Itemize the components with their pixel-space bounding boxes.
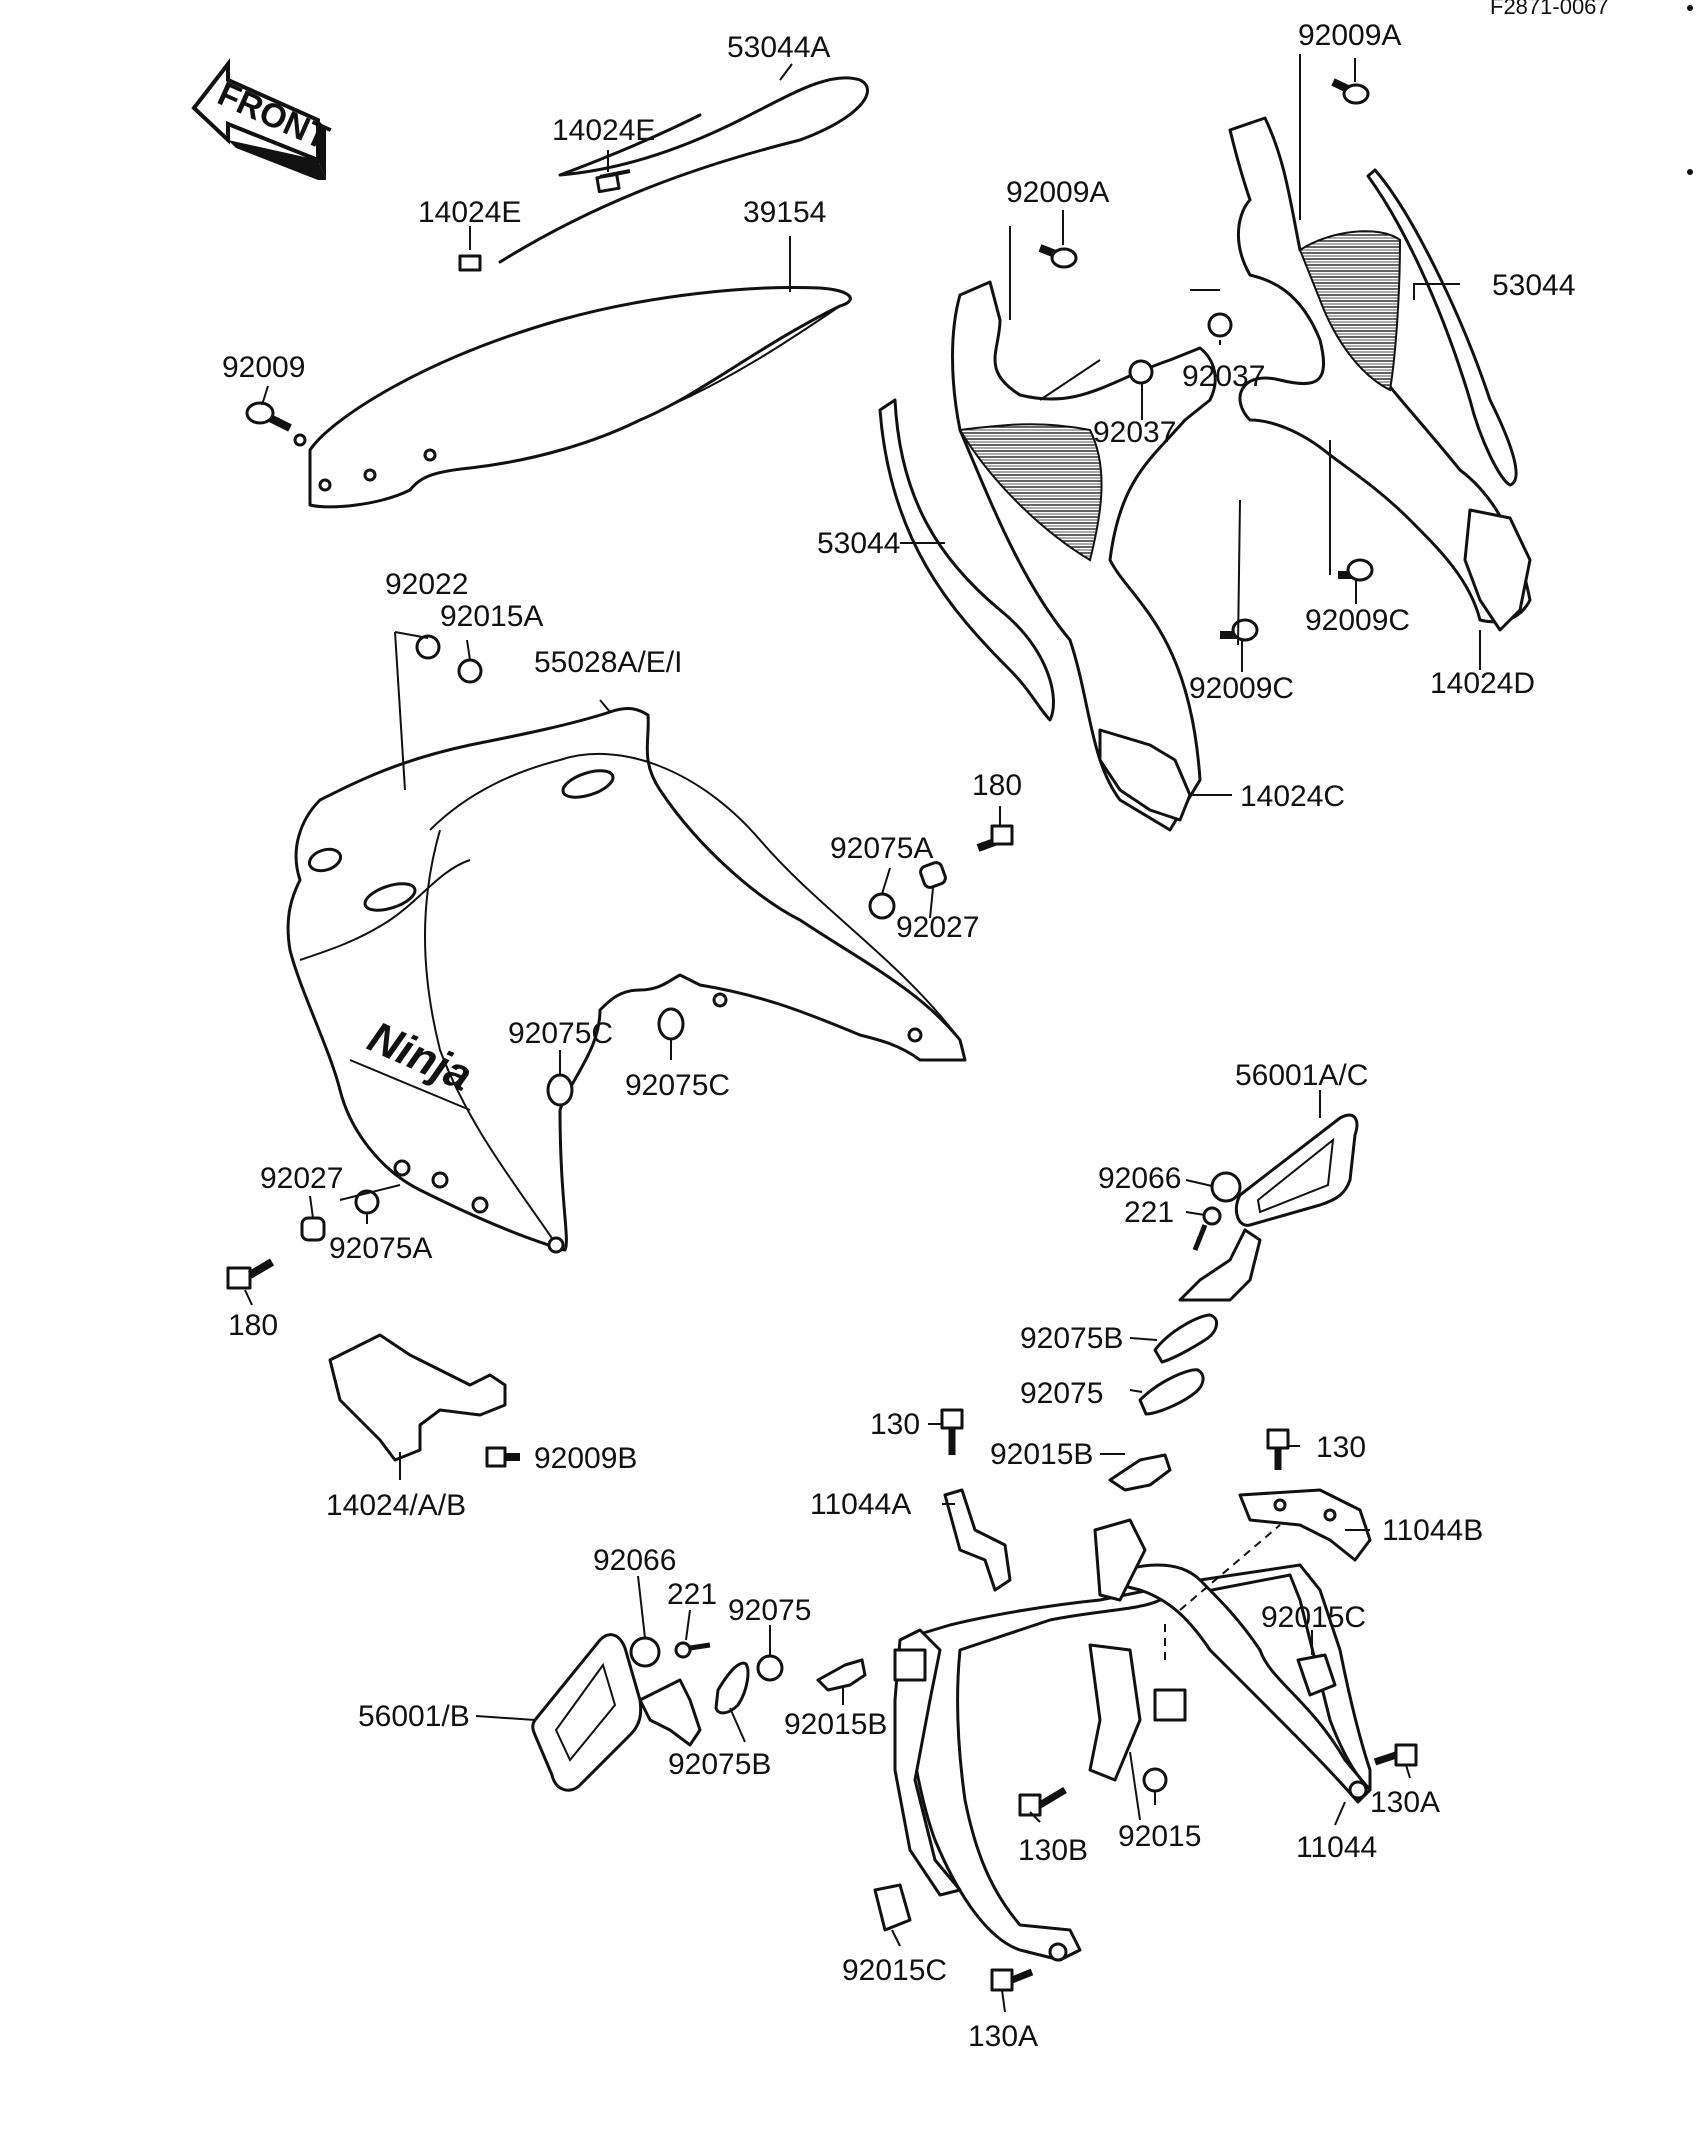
callout-221: 221 (1124, 1196, 1175, 1229)
collar-92027-icon (919, 861, 947, 889)
leader-line (882, 868, 890, 894)
leader-line (467, 640, 470, 660)
stay-mount-tab (1155, 1690, 1185, 1720)
callout-53044: 53044 (1492, 269, 1576, 302)
bracket-14024-ab (330, 1335, 505, 1460)
callout-14024c: 14024C (1240, 780, 1346, 813)
mirror-56001ac-stem (1180, 1230, 1260, 1300)
callout-14024ab: 14024/A/B (326, 1489, 467, 1522)
screw-hole (1050, 1944, 1066, 1960)
callout-56001b: 56001/B (358, 1700, 470, 1733)
callout-130b: 130B (1018, 1834, 1089, 1867)
screw-180-icon (228, 1262, 272, 1288)
screw-hole (909, 1029, 921, 1041)
cap-92066-icon (631, 1638, 659, 1666)
bracket-11044b (1240, 1490, 1370, 1560)
leader-line (476, 1716, 535, 1720)
bolt-130a-icon (1375, 1745, 1416, 1765)
screw-92009c-icon (1338, 560, 1372, 580)
callout-92009a: 92009A (1298, 19, 1402, 52)
callout-92066: 92066 (593, 1544, 677, 1577)
callout-92075: 92075 (1020, 1377, 1104, 1410)
leader-line (600, 700, 610, 712)
callout-92027: 92027 (260, 1162, 344, 1195)
callout-92066: 92066 (1098, 1162, 1182, 1195)
screw-221-icon (676, 1643, 710, 1657)
callout-92075b: 92075B (1020, 1322, 1124, 1355)
callout-92027: 92027 (896, 911, 980, 944)
callout-56001ac: 56001A/C (1235, 1059, 1369, 1092)
grommet-92037-icon (1209, 314, 1231, 336)
mirror-56001b (533, 1635, 641, 1790)
leader-line (1186, 1212, 1205, 1215)
screw-92022-icon (417, 636, 439, 658)
callout-53044a: 53044A (727, 31, 831, 64)
leader-line (1406, 1765, 1410, 1778)
callout-180: 180 (228, 1309, 279, 1342)
washer-92075c-icon (548, 1075, 572, 1105)
callout-92009c: 92009C (1189, 672, 1295, 705)
callout-92075: 92075 (728, 1594, 812, 1627)
stay-11044-arm (1090, 1645, 1140, 1780)
callout-92075a: 92075A (830, 832, 934, 865)
callout-14024e: 14024E (552, 114, 656, 147)
leader-line (1186, 1180, 1212, 1186)
callout-11044: 11044 (1296, 1831, 1378, 1864)
clip-14024e (460, 256, 480, 270)
plate-92075b (716, 1663, 748, 1713)
mirror-56001b-stem (640, 1680, 700, 1745)
callout-92015a: 92015A (440, 600, 544, 633)
screw-180-icon (978, 826, 1012, 848)
callout-11044b: 11044B (1382, 1514, 1484, 1547)
reference-number: F2871-0067 (1490, 0, 1609, 19)
bolt-130b-icon (1020, 1790, 1065, 1815)
callout-92009a: 92009A (1006, 176, 1110, 209)
leader-line (780, 64, 792, 80)
callout-39154: 39154 (743, 196, 827, 229)
screw-hole (295, 435, 305, 445)
grommet-92075a-icon (870, 894, 894, 918)
callout-11044a: 11044A (810, 1488, 912, 1521)
callout-92015c: 92015C (842, 1954, 948, 1987)
bolt-130a-icon (992, 1970, 1032, 1990)
scan-dot (1687, 5, 1693, 11)
screw-hole (714, 994, 726, 1006)
callout-92075c: 92075C (625, 1069, 731, 1102)
stay-mount-tab (895, 1650, 925, 1680)
screw-hole (320, 480, 330, 490)
washer-92075c-icon (659, 1009, 683, 1039)
front-arrow-label: FRONT (212, 74, 335, 158)
leader-line (686, 1610, 690, 1640)
callout-92075c: 92075C (508, 1017, 614, 1050)
screw-hole (1275, 1500, 1285, 1510)
leader-line (262, 386, 268, 405)
molding-53044a (500, 78, 868, 262)
callout-130: 130 (870, 1408, 921, 1441)
screw-hole (473, 1198, 487, 1212)
clip-92015b (1110, 1455, 1170, 1490)
ninja-logo: Ninja (360, 1012, 480, 1101)
callout-130a: 130A (968, 2020, 1039, 2053)
screw-92015a-icon (459, 660, 481, 682)
scan-dot (1687, 169, 1693, 175)
callout-14024d: 14024D (1430, 667, 1536, 700)
callout-92015b: 92015B (784, 1708, 888, 1741)
callout-92022: 92022 (385, 568, 469, 601)
callout-92075b: 92075B (668, 1748, 772, 1781)
windshield-39154 (310, 287, 850, 506)
screw-92009a-icon (1333, 82, 1368, 103)
callout-92075a: 92075A (329, 1232, 433, 1265)
screw-92009-icon (247, 403, 290, 428)
leader-line (638, 1576, 645, 1638)
callout-92009: 92009 (222, 351, 306, 384)
leader-line (1130, 1390, 1142, 1392)
callout-130: 130 (1316, 1431, 1367, 1464)
leader-line (892, 1930, 900, 1946)
plate-92075 (1140, 1370, 1203, 1414)
callout-92015: 92015 (1118, 1820, 1202, 1853)
leader-line (1335, 1802, 1345, 1825)
screw-hole (549, 1238, 563, 1252)
callout-55028aei: 55028A/E/I (534, 646, 683, 679)
grommet-92037-icon (1130, 361, 1152, 383)
callout-92037: 92037 (1182, 360, 1266, 393)
nut-92015-icon (1144, 1769, 1166, 1791)
front-arrow-icon (194, 64, 335, 180)
nut-92015c (875, 1885, 910, 1930)
leader-line (730, 1708, 745, 1742)
cap-92066-icon (1212, 1173, 1240, 1201)
callout-53044: 53044 (817, 527, 901, 560)
screw-hole (1325, 1510, 1335, 1520)
grommet-92075-icon (758, 1656, 782, 1680)
screw-92009a-icon (1040, 248, 1076, 267)
callout-130a: 130A (1370, 1786, 1441, 1819)
screw-92009b-icon (487, 1448, 520, 1466)
bolt-130-icon (1268, 1430, 1288, 1470)
screw-hole (433, 1173, 447, 1187)
leader-line (1130, 1338, 1157, 1340)
leader-line (1238, 500, 1242, 672)
callout-92037: 92037 (1093, 416, 1177, 449)
callout-14024e: 14024E (418, 196, 522, 229)
callout-92009b: 92009B (534, 1442, 638, 1475)
callout-92015b: 92015B (990, 1438, 1094, 1471)
upper-cowl-55028 (288, 709, 965, 1250)
callout-180: 180 (972, 769, 1023, 802)
bolt-130-icon (942, 1410, 962, 1455)
callout-92009c: 92009C (1305, 604, 1411, 637)
clip-92015b (818, 1660, 865, 1690)
plate-92075b (1155, 1315, 1217, 1362)
screw-hole (1350, 1782, 1366, 1798)
callout-92015c: 92015C (1261, 1601, 1367, 1634)
leader-line (1002, 1990, 1005, 2012)
leader-line (310, 1196, 313, 1218)
screw-hole (395, 1161, 409, 1175)
callout-221: 221 (667, 1578, 718, 1611)
collar-92027-icon (302, 1218, 324, 1240)
screw-hole (425, 450, 435, 460)
screw-hole (365, 470, 375, 480)
leader-line (245, 1290, 252, 1305)
clip-14024e (597, 174, 619, 191)
